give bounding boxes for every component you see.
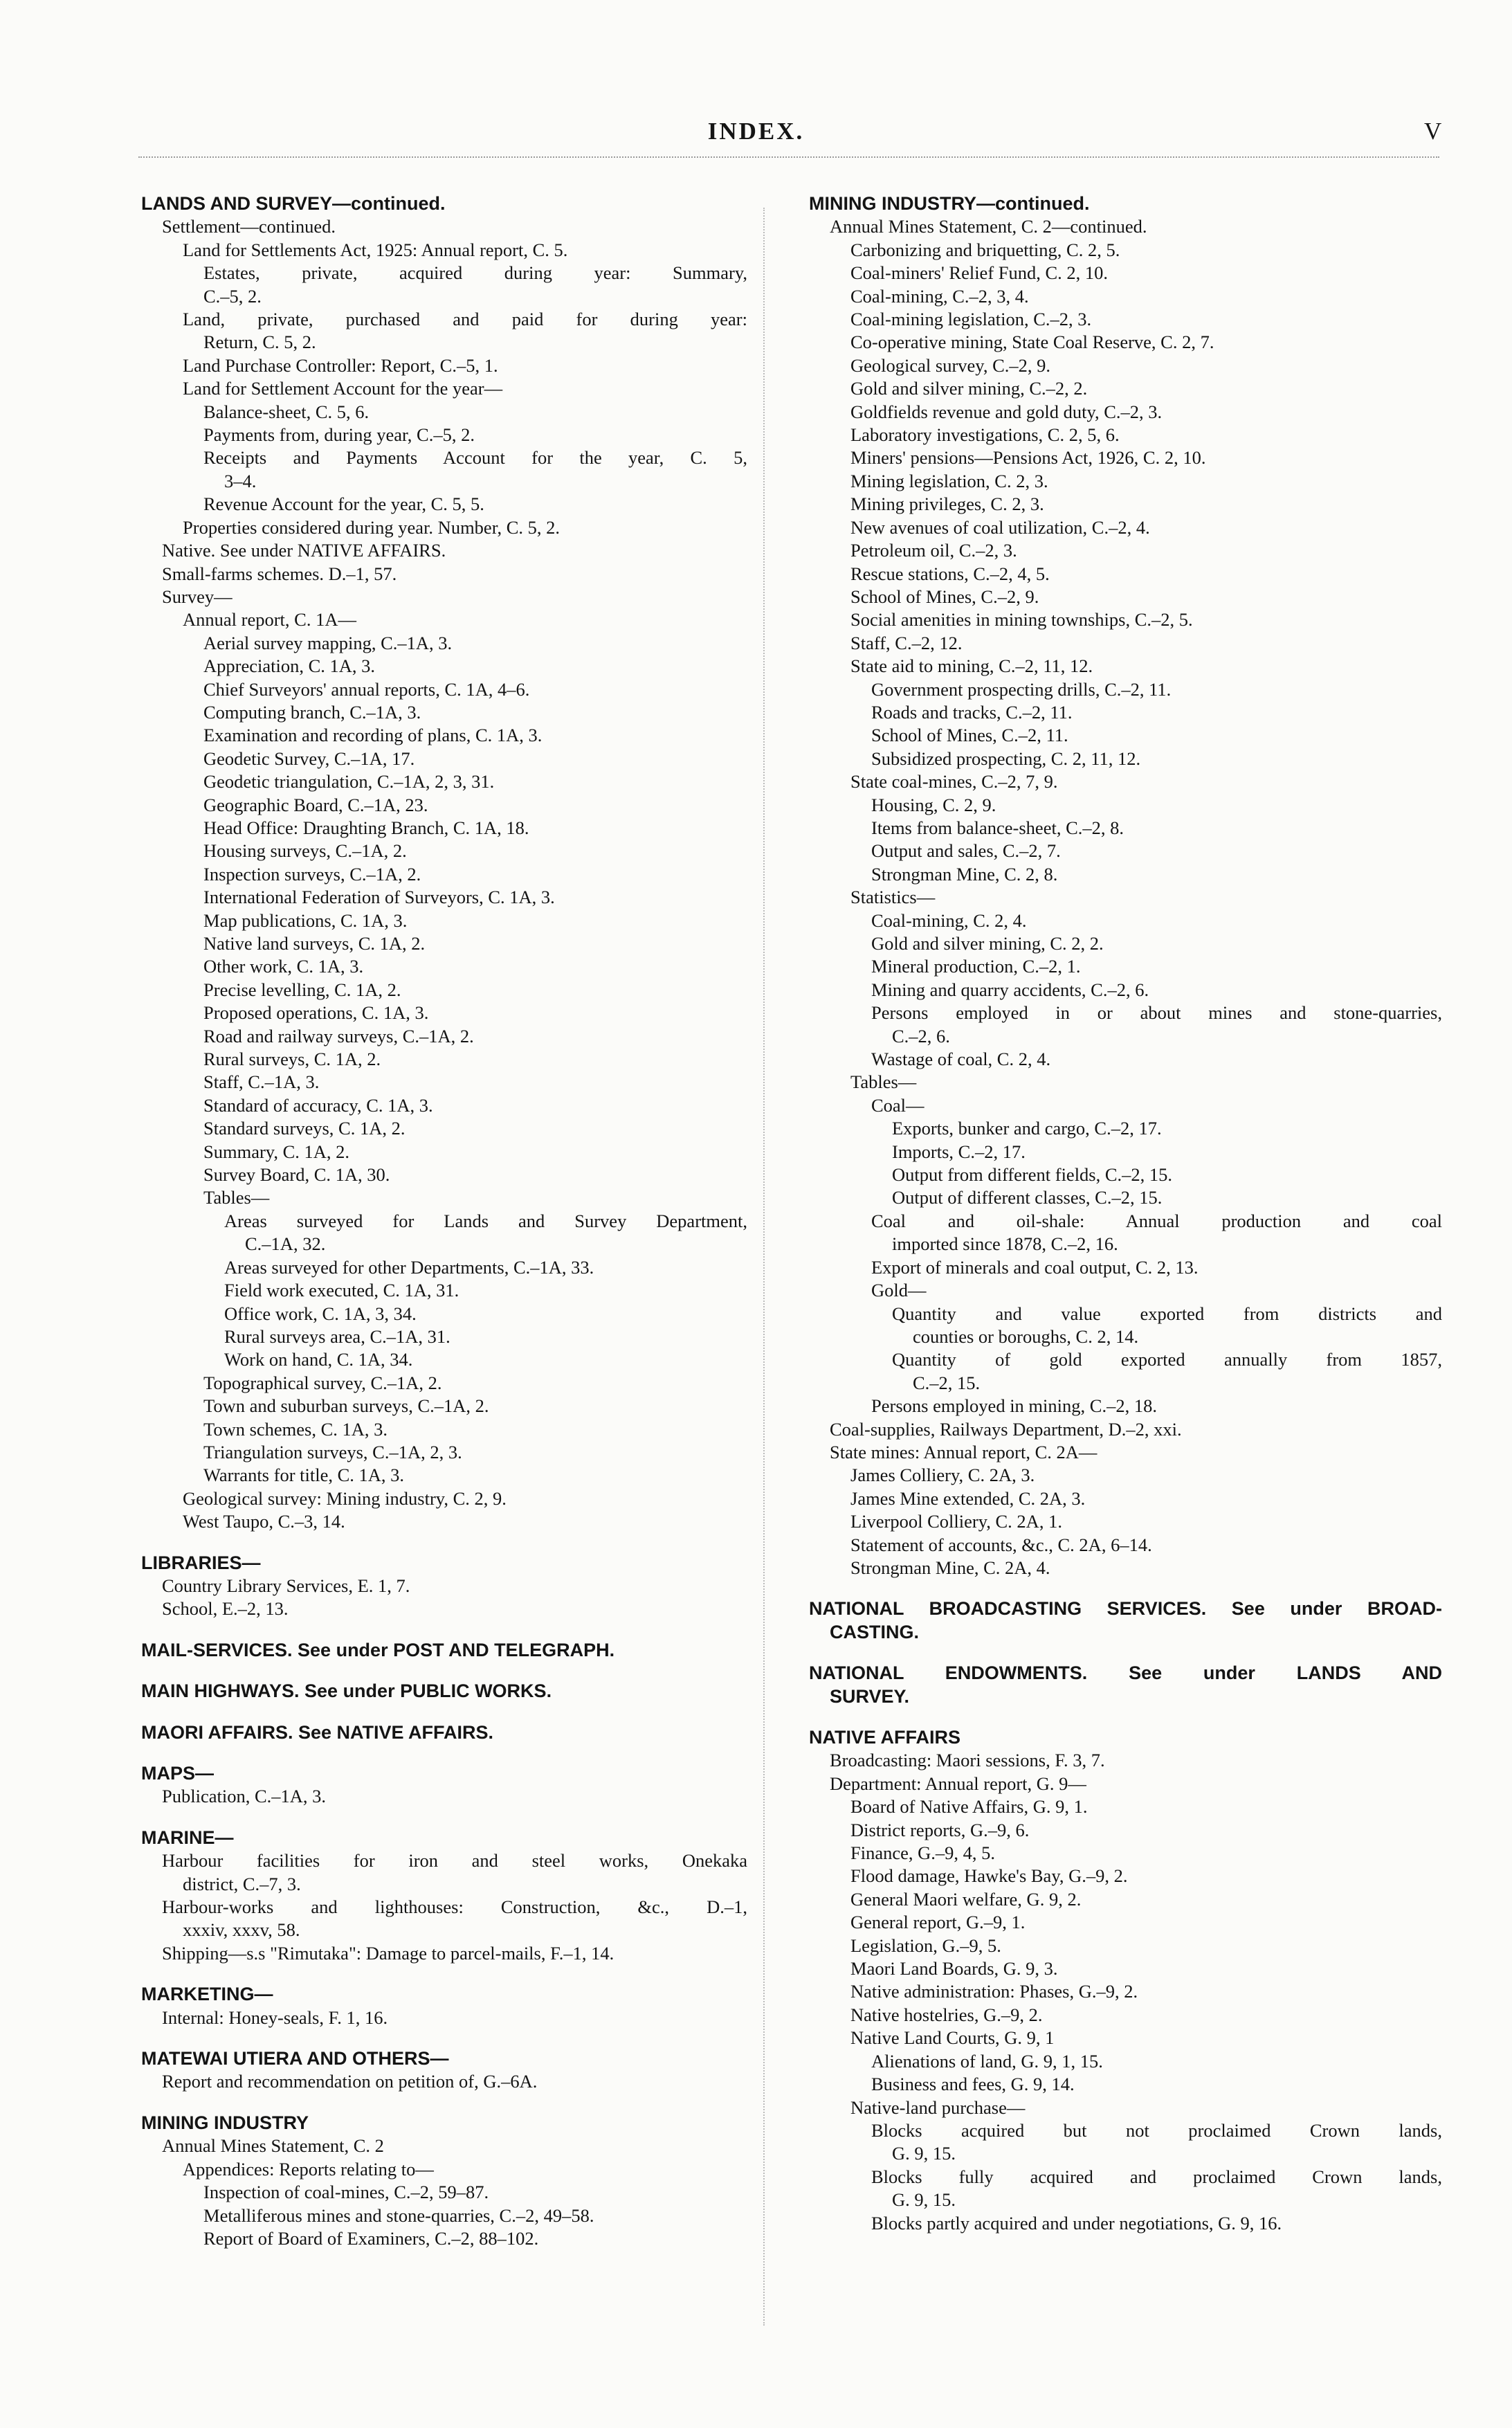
- index-entry: Work on hand, C. 1A, 34.: [224, 1349, 413, 1370]
- index-heading: CASTING.: [830, 1621, 920, 1642]
- index-entry: School of Mines, C.–2, 9.: [850, 586, 1039, 607]
- index-entry: Other work, C. 1A, 3.: [203, 956, 364, 977]
- index-entry: Coal-mining, C. 2, 4.: [871, 909, 1027, 931]
- index-entry: Coal-mining legislation, C.–2, 3.: [850, 309, 1092, 330]
- index-heading: LIBRARIES—: [141, 1552, 261, 1573]
- index-entry: Harbour-works and lighthouses: Construction, &c., D.–1,: [162, 1896, 747, 1918]
- index-entry: Internal: Honey-seals, F. 1, 16.: [162, 2006, 388, 2028]
- index-entry: Proposed operations, C. 1A, 3.: [203, 1002, 429, 1024]
- index-entry: Finance, G.–9, 4, 5.: [850, 1842, 996, 1864]
- index-entry: C.–2, 6.: [892, 1025, 950, 1047]
- index-entry: Land, private, purchased and paid for during year:: [183, 309, 747, 330]
- index-entry: Miners' pensions—Pensions Act, 1926, C. 2, 10.: [850, 447, 1206, 469]
- index-entry: Payments from, during year, C.–5, 2.: [203, 424, 475, 446]
- index-entry: Report and recommendation on petition of, G.–6A.: [162, 2071, 538, 2092]
- index-entry: Government prospecting drills, C.–2, 11.: [871, 678, 1172, 700]
- index-entry: New avenues of coal utilization, C.–2, 4.: [850, 516, 1150, 538]
- index-entry: Native hostelries, G.–9, 2.: [850, 2004, 1043, 2025]
- index-entry: Settlement—continued.: [162, 216, 336, 237]
- index-entry: Gold and silver mining, C. 2, 2.: [871, 933, 1104, 954]
- index-entry: Rescue stations, C.–2, 4, 5.: [850, 563, 1050, 584]
- index-entry: State mines: Annual report, C. 2A—: [830, 1441, 1097, 1462]
- index-entry: Persons employed in mining, C.–2, 18.: [871, 1395, 1157, 1417]
- index-entry: Items from balance-sheet, C.–2, 8.: [871, 817, 1124, 838]
- index-entry: District reports, G.–9, 6.: [850, 1819, 1030, 1840]
- column-divider: [763, 208, 765, 2326]
- entry-spacer: [809, 1579, 1442, 1597]
- index-entry: Geographic Board, C.–1A, 23.: [203, 794, 428, 815]
- index-entry: Areas surveyed for Lands and Survey Department,: [224, 1210, 747, 1231]
- index-entry: Metalliferous mines and stone-quarries, C.–2, 49–58.: [203, 2204, 594, 2226]
- entry-spacer: [141, 1809, 747, 1827]
- index-entry: General Maori welfare, G. 9, 2.: [850, 1888, 1082, 1910]
- index-entry: Imports, C.–2, 17.: [892, 1141, 1026, 1162]
- index-entry: C.–1A, 32.: [245, 1233, 326, 1255]
- index-entry: Mineral production, C.–2, 1.: [871, 956, 1081, 977]
- index-entry: Land for Settlements Act, 1925: Annual report, C. 5.: [183, 239, 568, 260]
- index-entry: Flood damage, Hawke's Bay, G.–9, 2.: [850, 1865, 1128, 1887]
- index-entry: Survey—: [162, 586, 233, 607]
- index-entry: Computing branch, C.–1A, 3.: [203, 701, 421, 723]
- index-entry: Harbour facilities for iron and steel works, Onekaka: [162, 1850, 747, 1872]
- index-entry: Persons employed in or about mines and stone-quarries,: [871, 1002, 1442, 1024]
- index-entry: Map publications, C. 1A, 3.: [203, 909, 408, 931]
- index-entry: Carbonizing and briquetting, C. 2, 5.: [850, 239, 1120, 260]
- index-entry: Properties considered during year. Number, C. 5, 2.: [183, 516, 561, 538]
- index-entry: Land Purchase Controller: Report, C.–5, 1.: [183, 354, 498, 376]
- index-entry: Legislation, G.–9, 5.: [850, 1935, 1001, 1956]
- index-entry: imported since 1878, C.–2, 16.: [892, 1233, 1118, 1255]
- index-entry: James Colliery, C. 2A, 3.: [850, 1465, 1035, 1486]
- index-entry: School of Mines, C.–2, 11.: [871, 725, 1068, 746]
- index-heading: NATIONAL BROADCASTING SERVICES. See under BROAD-: [809, 1598, 1442, 1620]
- entry-spacer: [141, 2094, 747, 2112]
- index-entry: Strongman Mine, C. 2A, 4.: [850, 1557, 1050, 1578]
- index-entry: G. 9, 15.: [892, 2143, 956, 2164]
- index-entry: James Mine extended, C. 2A, 3.: [850, 1487, 1086, 1509]
- index-entry: C.–5, 2.: [203, 285, 262, 307]
- index-entry: Annual Mines Statement, C. 2: [162, 2135, 384, 2157]
- index-entry: Housing surveys, C.–1A, 2.: [203, 840, 407, 862]
- index-entry: Shipping—s.s "Rimutaka": Damage to parcel-mails, F.–1, 14.: [162, 1942, 614, 1964]
- index-heading: MARINE—: [141, 1827, 234, 1848]
- index-entry: xxxiv, xxxv, 58.: [183, 1919, 300, 1941]
- index-entry: 3–4.: [224, 470, 257, 491]
- index-entry: Inspection surveys, C.–1A, 2.: [203, 863, 421, 885]
- index-entry: Coal and oil-shale: Annual production and coal: [871, 1210, 1442, 1231]
- index-heading: NATIONAL ENDOWMENTS. See under LANDS AND: [809, 1663, 1442, 1684]
- header-rule: [138, 156, 1439, 158]
- index-entry: Examination and recording of plans, C. 1A, 3.: [203, 725, 543, 746]
- index-entry: State coal-mines, C.–2, 7, 9.: [850, 771, 1058, 792]
- index-entry: Revenue Account for the year, C. 5, 5.: [203, 493, 484, 515]
- index-entry: Native. See under NATIVE AFFAIRS.: [162, 540, 446, 561]
- index-entry: Tables—: [203, 1187, 270, 1208]
- index-entry: Town schemes, C. 1A, 3.: [203, 1418, 388, 1440]
- index-entry: Mining privileges, C. 2, 3.: [850, 493, 1044, 515]
- index-entry: Native-land purchase—: [850, 2096, 1026, 2118]
- index-entry: Blocks partly acquired and under negotiations, G. 9, 16.: [871, 2212, 1282, 2234]
- index-entry: Maori Land Boards, G. 9, 3.: [850, 1958, 1058, 1979]
- index-entry: Staff, C.–1A, 3.: [203, 1071, 320, 1093]
- index-entry: Standard surveys, C. 1A, 2.: [203, 1118, 406, 1139]
- index-entry: Annual Mines Statement, C. 2—continued.: [830, 216, 1147, 237]
- entry-spacer: [141, 1744, 747, 1762]
- index-entry: International Federation of Surveyors, C. 1A, 3.: [203, 887, 555, 908]
- index-entry: Mining and quarry accidents, C.–2, 6.: [871, 979, 1149, 1000]
- index-entry: Land for Settlement Account for the year—: [183, 378, 503, 399]
- index-heading: SURVEY.: [830, 1685, 910, 1707]
- index-heading: MAORI AFFAIRS. See NATIVE AFFAIRS.: [141, 1721, 494, 1743]
- index-entry: Business and fees, G. 9, 14.: [871, 2074, 1075, 2095]
- index-entry: Tables—: [850, 1071, 917, 1093]
- entry-spacer: [141, 1965, 747, 1983]
- index-entry: Geodetic Survey, C.–1A, 17.: [203, 748, 415, 769]
- index-entry: Survey Board, C. 1A, 30.: [203, 1164, 390, 1186]
- index-entry: Road and railway surveys, C.–1A, 2.: [203, 1025, 474, 1047]
- index-entry: Social amenities in mining townships, C.–2, 5.: [850, 609, 1193, 631]
- index-entry: Output of different classes, C.–2, 15.: [892, 1187, 1163, 1208]
- index-entry: Export of minerals and coal output, C. 2, 13.: [871, 1256, 1199, 1278]
- index-entry: Petroleum oil, C.–2, 3.: [850, 540, 1017, 561]
- index-entry: Publication, C.–1A, 3.: [162, 1786, 327, 1807]
- index-entry: Broadcasting: Maori sessions, F. 3, 7.: [830, 1750, 1105, 1771]
- index-entry: Balance-sheet, C. 5, 6.: [203, 401, 370, 422]
- index-entry: Strongman Mine, C. 2, 8.: [871, 863, 1058, 885]
- index-entry: Output and sales, C.–2, 7.: [871, 840, 1061, 862]
- index-heading: NATIVE AFFAIRS: [809, 1727, 961, 1748]
- index-entry: Native land surveys, C. 1A, 2.: [203, 933, 426, 954]
- index-entry: counties or boroughs, C. 2, 14.: [913, 1325, 1139, 1347]
- index-entry: Statement of accounts, &c., C. 2A, 6–14.: [850, 1534, 1152, 1555]
- index-entry: School, E.–2, 13.: [162, 1598, 289, 1620]
- index-entry: Estates, private, acquired during year: Summary,: [203, 262, 747, 284]
- index-entry: Geodetic triangulation, C.–1A, 2, 3, 31.: [203, 771, 495, 792]
- index-entry: Exports, bunker and cargo, C.–2, 17.: [892, 1118, 1162, 1139]
- index-entry: Laboratory investigations, C. 2, 5, 6.: [850, 424, 1120, 446]
- index-entry: Roads and tracks, C.–2, 11.: [871, 701, 1073, 723]
- entry-spacer: [141, 1703, 747, 1721]
- index-entry: Topographical survey, C.–1A, 2.: [203, 1372, 442, 1393]
- index-entry: Rural surveys, C. 1A, 2.: [203, 1049, 381, 1070]
- entry-spacer: [141, 1534, 747, 1552]
- index-entry: Receipts and Payments Account for the year, C. 5,: [203, 447, 747, 469]
- index-entry: Board of Native Affairs, G. 9, 1.: [850, 1796, 1088, 1818]
- index-entry: Field work executed, C. 1A, 31.: [224, 1280, 459, 1301]
- index-entry: Appendices: Reports relating to—: [183, 2158, 434, 2180]
- index-heading: MAIN HIGHWAYS. See under PUBLIC WORKS.: [141, 1680, 552, 1702]
- index-entry: Coal-supplies, Railways Department, D.–2, xxi.: [830, 1418, 1182, 1440]
- index-entry: Office work, C. 1A, 3, 34.: [224, 1303, 417, 1324]
- index-entry: Mining legislation, C. 2, 3.: [850, 470, 1048, 491]
- index-entry: Housing, C. 2, 9.: [871, 794, 996, 815]
- left-index-column: [141, 192, 747, 2250]
- index-entry: Statistics—: [850, 887, 936, 908]
- index-entry: Wastage of coal, C. 2, 4.: [871, 1049, 1051, 1070]
- index-entry: Triangulation surveys, C.–1A, 2, 3.: [203, 1441, 462, 1462]
- index-entry: Inspection of coal-mines, C.–2, 59–87.: [203, 2182, 489, 2203]
- index-entry: Staff, C.–2, 12.: [850, 632, 963, 653]
- index-heading: MAPS—: [141, 1763, 215, 1784]
- index-heading: MAIL-SERVICES. See under POST AND TELEGRAPH.: [141, 1639, 615, 1660]
- index-entry: Aerial survey mapping, C.–1A, 3.: [203, 632, 453, 653]
- index-entry: Coal-mining, C.–2, 3, 4.: [850, 285, 1029, 307]
- index-entry: Liverpool Colliery, C. 2A, 1.: [850, 1511, 1062, 1532]
- index-entry: Country Library Services, E. 1, 7.: [162, 1575, 410, 1596]
- index-heading: MINING INDUSTRY: [141, 2112, 309, 2133]
- index-entry: C.–2, 15.: [913, 1372, 981, 1393]
- entry-spacer: [141, 2029, 747, 2047]
- index-entry: Quantity and value exported from districts and: [892, 1303, 1442, 1324]
- index-entry: Gold—: [871, 1280, 927, 1301]
- index-entry: Department: Annual report, G. 9—: [830, 1773, 1086, 1794]
- index-entry: Blocks fully acquired and proclaimed Crown lands,: [871, 2166, 1442, 2187]
- index-entry: Warrants for title, C. 1A, 3.: [203, 1465, 405, 1486]
- index-entry: West Taupo, C.–3, 14.: [183, 1511, 345, 1532]
- index-entry: Report of Board of Examiners, C.–2, 88–102.: [203, 2227, 539, 2249]
- index-heading: MINING INDUSTRY—continued.: [809, 193, 1090, 214]
- index-entry: Alienations of land, G. 9, 1, 15.: [871, 2050, 1103, 2072]
- index-entry: Co-operative mining, State Coal Reserve, C. 2, 7.: [850, 332, 1214, 353]
- index-entry: Coal—: [871, 1094, 924, 1116]
- index-entry: Precise levelling, C. 1A, 2.: [203, 979, 401, 1000]
- index-entry: Appreciation, C. 1A, 3.: [203, 655, 376, 677]
- entry-spacer: [809, 1708, 1442, 1726]
- index-entry: Native administration: Phases, G.–9, 2.: [850, 1981, 1138, 2002]
- right-index-column: [809, 192, 1442, 2235]
- index-entry: Gold and silver mining, C.–2, 2.: [850, 378, 1088, 399]
- index-entry: Goldfields revenue and gold duty, C.–2, 3.: [850, 401, 1163, 422]
- index-entry: Subsidized prospecting, C. 2, 11, 12.: [871, 748, 1141, 769]
- index-entry: Chief Surveyors' annual reports, C. 1A, 4–6.: [203, 678, 530, 700]
- index-entry: Standard of accuracy, C. 1A, 3.: [203, 1094, 433, 1116]
- index-heading: LANDS AND SURVEY—continued.: [141, 193, 446, 214]
- index-entry: Blocks acquired but not proclaimed Crown lands,: [871, 2119, 1442, 2141]
- index-entry: Areas surveyed for other Departments, C.–1A, 33.: [224, 1256, 594, 1278]
- index-entry: Geological survey, C.–2, 9.: [850, 354, 1050, 376]
- index-entry: Output from different fields, C.–2, 15.: [892, 1164, 1173, 1186]
- index-entry: Summary, C. 1A, 2.: [203, 1141, 350, 1162]
- index-entry: G. 9, 15.: [892, 2189, 956, 2211]
- index-entry: Town and suburban surveys, C.–1A, 2.: [203, 1395, 489, 1417]
- index-entry: Head Office: Draughting Branch, C. 1A, 18.: [203, 817, 529, 838]
- index-entry: Quantity of gold exported annually from 1857,: [892, 1349, 1442, 1370]
- index-entry: Geological survey: Mining industry, C. 2, 9.: [183, 1487, 507, 1509]
- index-entry: State aid to mining, C.–2, 11, 12.: [850, 655, 1093, 677]
- page-title: INDEX.: [707, 118, 805, 145]
- index-heading: MATEWAI UTIERA AND OTHERS—: [141, 2048, 449, 2069]
- index-entry: Coal-miners' Relief Fund, C. 2, 10.: [850, 262, 1109, 284]
- index-entry: Rural surveys area, C.–1A, 31.: [224, 1325, 450, 1347]
- entry-spacer: [141, 1662, 747, 1680]
- index-entry: General report, G.–9, 1.: [850, 1912, 1026, 1933]
- index-entry: Annual report, C. 1A—: [183, 609, 356, 631]
- entry-spacer: [141, 1621, 747, 1639]
- index-entry: Small-farms schemes. D.–1, 57.: [162, 563, 397, 584]
- entry-spacer: [809, 1644, 1442, 1662]
- index-entry: Native Land Courts, G. 9, 1: [850, 2027, 1055, 2049]
- index-entry: district, C.–7, 3.: [183, 1873, 301, 1894]
- index-heading: MARKETING—: [141, 1984, 273, 2005]
- index-entry: Return, C. 5, 2.: [203, 332, 316, 353]
- page-number: V: [1424, 118, 1442, 145]
